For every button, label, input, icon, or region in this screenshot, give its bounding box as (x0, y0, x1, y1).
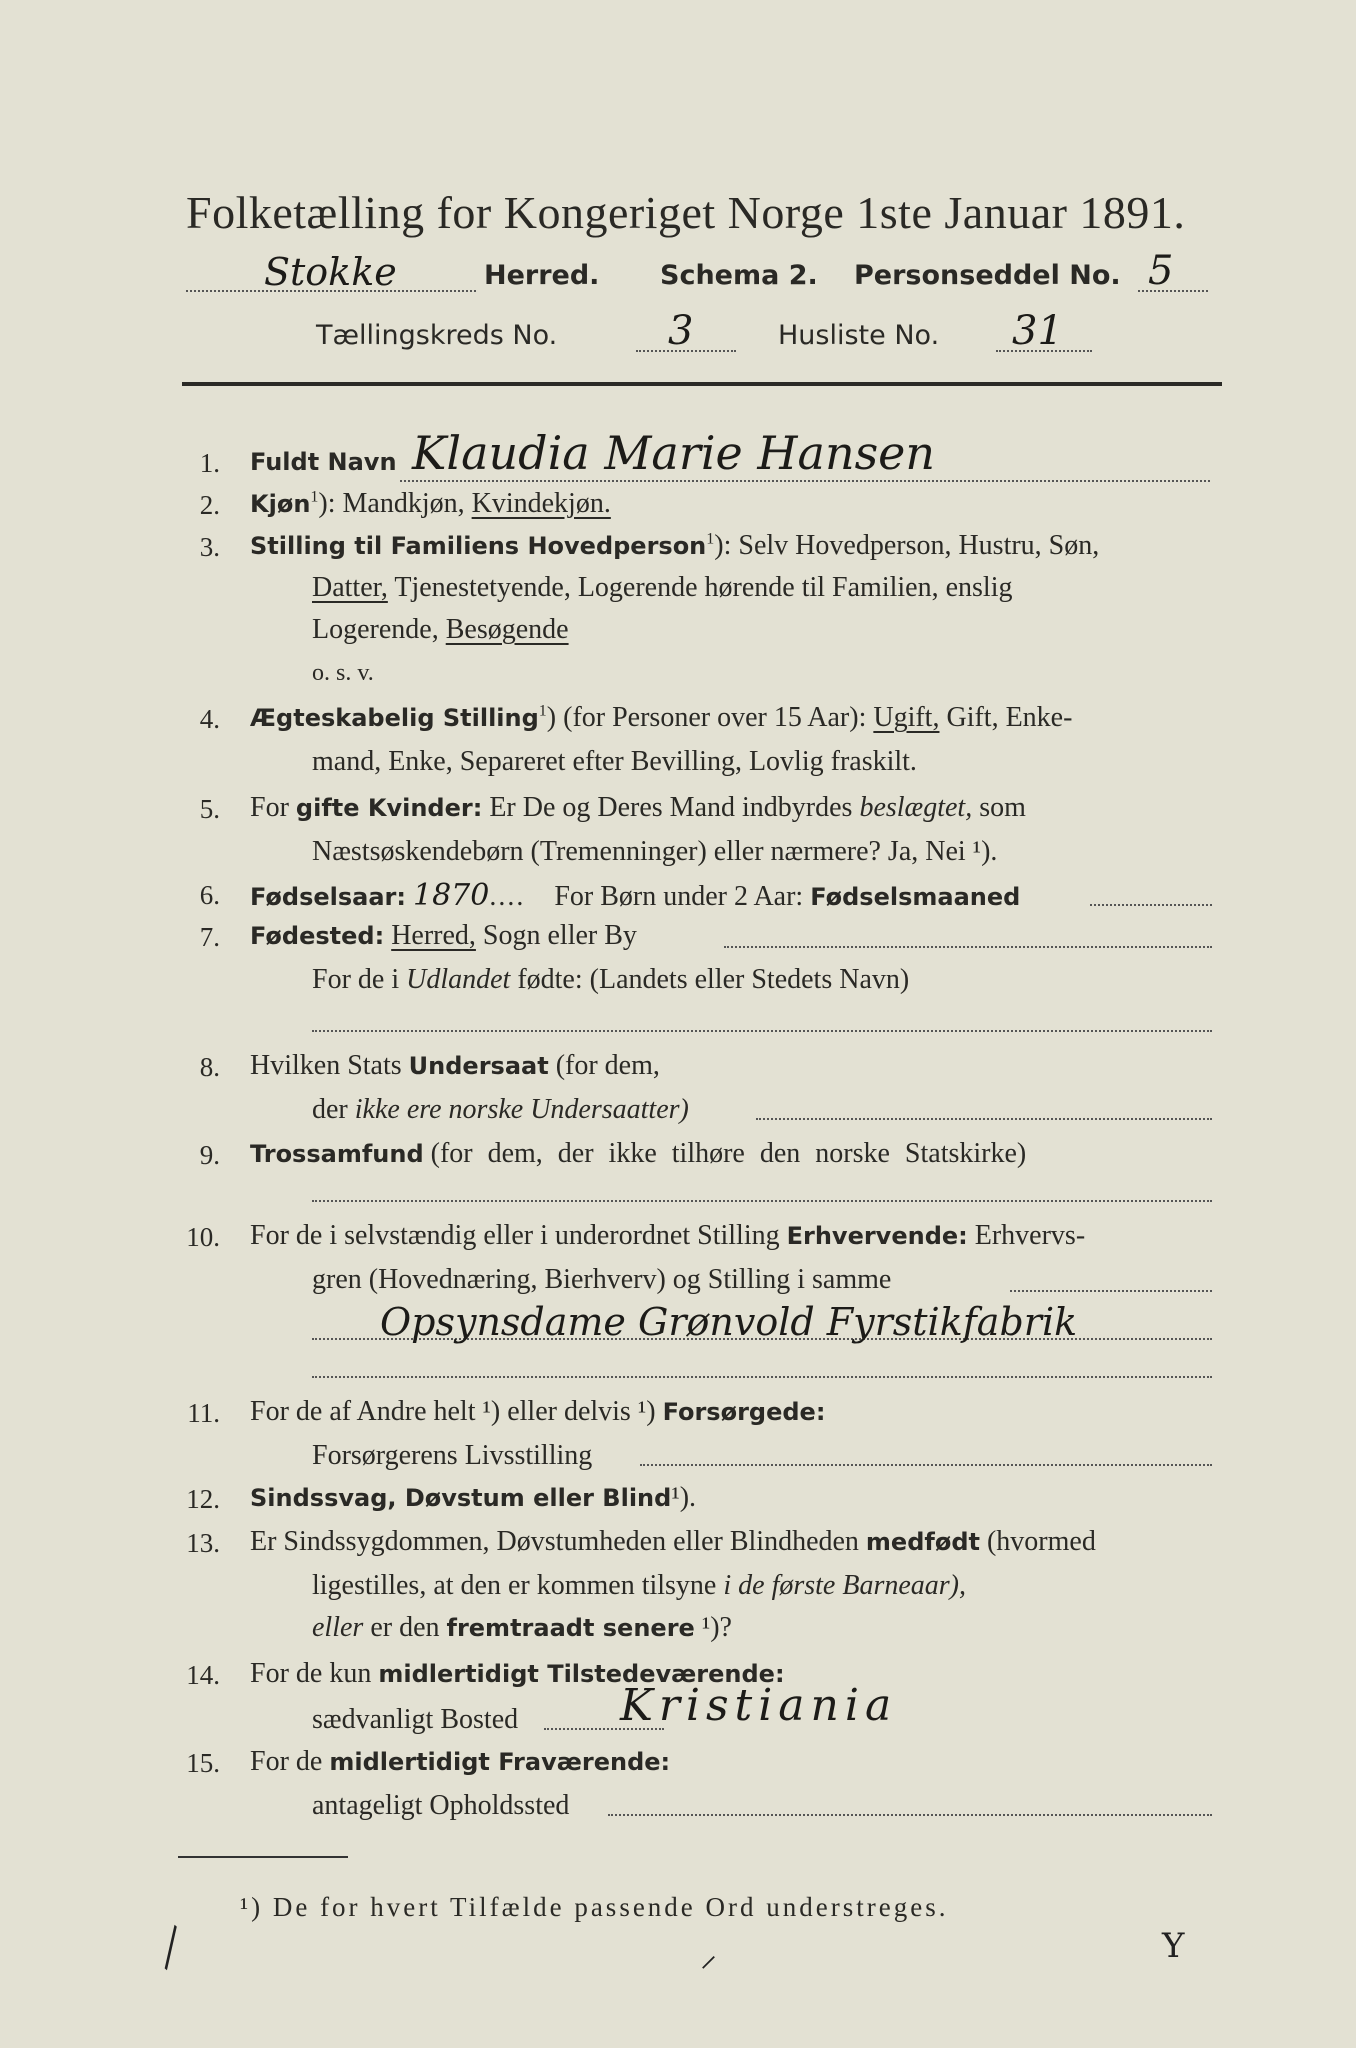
item-1-full-name: Fuldt Navn (250, 448, 397, 476)
item-14-temporary-present: For de kun midlertidigt Tilstedeværende: (250, 1658, 785, 1689)
item-number: 12. (186, 1484, 220, 1514)
item-number: 13. (186, 1528, 220, 1558)
item-number: 3. (199, 532, 220, 562)
item-number: 8. (199, 1052, 220, 1082)
taellingskreds-label: Tællingskreds No. (316, 320, 558, 351)
herred-value: Stokke (264, 250, 397, 294)
pencil-mark: Y (1162, 1926, 1185, 1966)
footnote: ¹) De for hvert Tilfælde passende Ord understreges. (240, 1892, 949, 1922)
item-number: 2. (199, 490, 220, 520)
husliste-label: Husliste No. (778, 320, 940, 351)
item-number: 14. (186, 1660, 220, 1690)
item-number: 4. (199, 704, 220, 734)
item-15-temporary-absent: For de midlertidigt Fraværende: (250, 1746, 671, 1777)
usual-residence-value: Kristiania (620, 1680, 898, 1731)
item-3-position: Stilling til Familiens Hovedperson$^1$): Selv Hovedperson, Hustru, Søn, (250, 530, 1100, 561)
occupation-value: Opsynsdame Grønvold Fyrstikfabrik (380, 1300, 1078, 1344)
item-8-nationality: Hvilken Stats Undersaat (for dem, (250, 1050, 660, 1081)
pencil-mark: ╲ (149, 1926, 191, 1970)
item-number: 5. (199, 794, 220, 824)
pencil-mark: ⸝ (700, 1935, 717, 1975)
item-7-birthplace: Fødested: Herred, Sogn eller By (250, 920, 637, 951)
item-9-religion: Trossamfund (for dem, der ikke tilhøre den norske Statskirke) (250, 1138, 1027, 1169)
taellingskreds-value: 3 (668, 308, 694, 354)
item-number: 6. (199, 880, 220, 910)
census-form-page: Folketælling for Kongeriget Norge 1ste Januar 1891. Stokke Herred. Schema 2. Personseddel No. 5 Tællingskreds No. 3 Husliste No. 31 1. Fuldt Navn Klaudia Marie Hansen 2. Kjøn$^1$): Mandkjøn, Kvindekjøn. 3. Stilling til Familiens Hovedperson$^1$): Selv Hovedperson, Hustru, Søn, Datter, Tjenestetyende, Logerende hørende til Familien, enslig Logerende, Besøgende o. s. v. 4. Ægteskabelig Stilling$^1$) (for Personer over 15 Aar): Ugift, Gift, Enke- mand, Enke, Separeret efter Bevilling, Lovlig fraskilt. 5. For gifte Kvinder: Er De og Deres Mand indbyrdes beslægtet, som Næstsøskendebørn (Tremenninger) eller nærmere? Ja, Nei ¹). 6. Fødselsaar: 1870.... For Børn under 2 Aar: Fødselsmaaned 7. Fødested: Herred, Sogn eller By For de i Udlandet fødte: (Landets eller Stedets Navn) 8. Hvilken Stats Undersaat (for dem, der ikke ere norske Undersaatter) 9. Trossamfund (for dem, der ikke tilhøre den norske Statskirke) 10. For de i selvstændig eller i underordnet Stilling Erhvervende: Erhvervs- gren (Hovednæring, Bierhverv) og Stilling i samme Opsynsdame Grønvold Fyrstikfabrik 11. For de af Andre helt ¹) eller delvis ¹) Forsørgede: Forsørgerens Livsstilling 12. Sindssvag, Døvstum eller Blind¹). 13. Er Sindssygdommen, Døvstumheden eller Blindheden medfødt (hvormed ligestilles, at den er kommen tilsyne i de første Barneaar), eller er den fremtraadt senere ¹)? 14. For de kun midlertidigt Tilstedeværende: sædvanligt Bosted Kristiania 15. For de midlertidigt Fraværende: antageligt Opholdssted ¹) De for hvert Tilfælde passende Ord understreges. ╲ ⸝ Y (0, 0, 1356, 2048)
item-10-occupation: For de i selvstændig eller i underordnet Stilling Erhvervende: Erhvervs- (250, 1220, 1086, 1251)
husliste-value: 31 (1012, 308, 1063, 354)
taellingskreds-line (316, 308, 1116, 360)
selected-option: Besøgende (445, 614, 569, 645)
header-divider (182, 382, 1222, 386)
herred-line (186, 248, 1226, 298)
selected-option: Herred, (391, 920, 476, 951)
item-number: 1. (199, 448, 220, 478)
personseddel-label: Personseddel No. (854, 260, 1121, 291)
full-name-value: Klaudia Marie Hansen (412, 426, 936, 480)
selected-option: Ugift, (873, 702, 940, 733)
item-4-marital: Ægteskabelig Stilling$^1$) (for Personer over 15 Aar): Ugift, Gift, Enke- (250, 702, 1073, 733)
item-number: 15. (186, 1748, 220, 1778)
item-5-married-women: For gifte Kvinder: Er De og Deres Mand indbyrdes beslægtet, som (250, 792, 1026, 823)
form-title: Folketælling for Kongeriget Norge 1ste Januar 1891. (186, 187, 1186, 238)
item-number: 7. (199, 922, 220, 952)
item-13-congenital: Er Sindssygdommen, Døvstumheden eller Blindheden medfødt (hvormed (250, 1526, 1096, 1557)
item-11-supported: For de af Andre helt ¹) eller delvis ¹) Forsørgede: (250, 1396, 826, 1427)
selected-option: Datter, (312, 572, 388, 603)
schema-label: Schema 2. (660, 260, 818, 291)
herred-label: Herred. (484, 260, 600, 291)
item-6-birth-year: Fødselsaar: 1870.... For Børn under 2 Aar: Fødselsmaaned (250, 878, 1021, 913)
birth-year-value: 1870 (413, 878, 490, 913)
item-number: 9. (199, 1140, 220, 1170)
selected-option: Kvindekjøn. (471, 488, 611, 519)
item-number: 11. (187, 1398, 220, 1428)
item-2-sex: Kjøn$^1$): Mandkjøn, Kvindekjøn. (250, 488, 611, 519)
personseddel-value: 5 (1148, 248, 1174, 294)
footnote-divider (178, 1856, 348, 1858)
item-12-disability: Sindssvag, Døvstum eller Blind¹). (250, 1482, 697, 1513)
item-number: 10. (186, 1222, 220, 1252)
